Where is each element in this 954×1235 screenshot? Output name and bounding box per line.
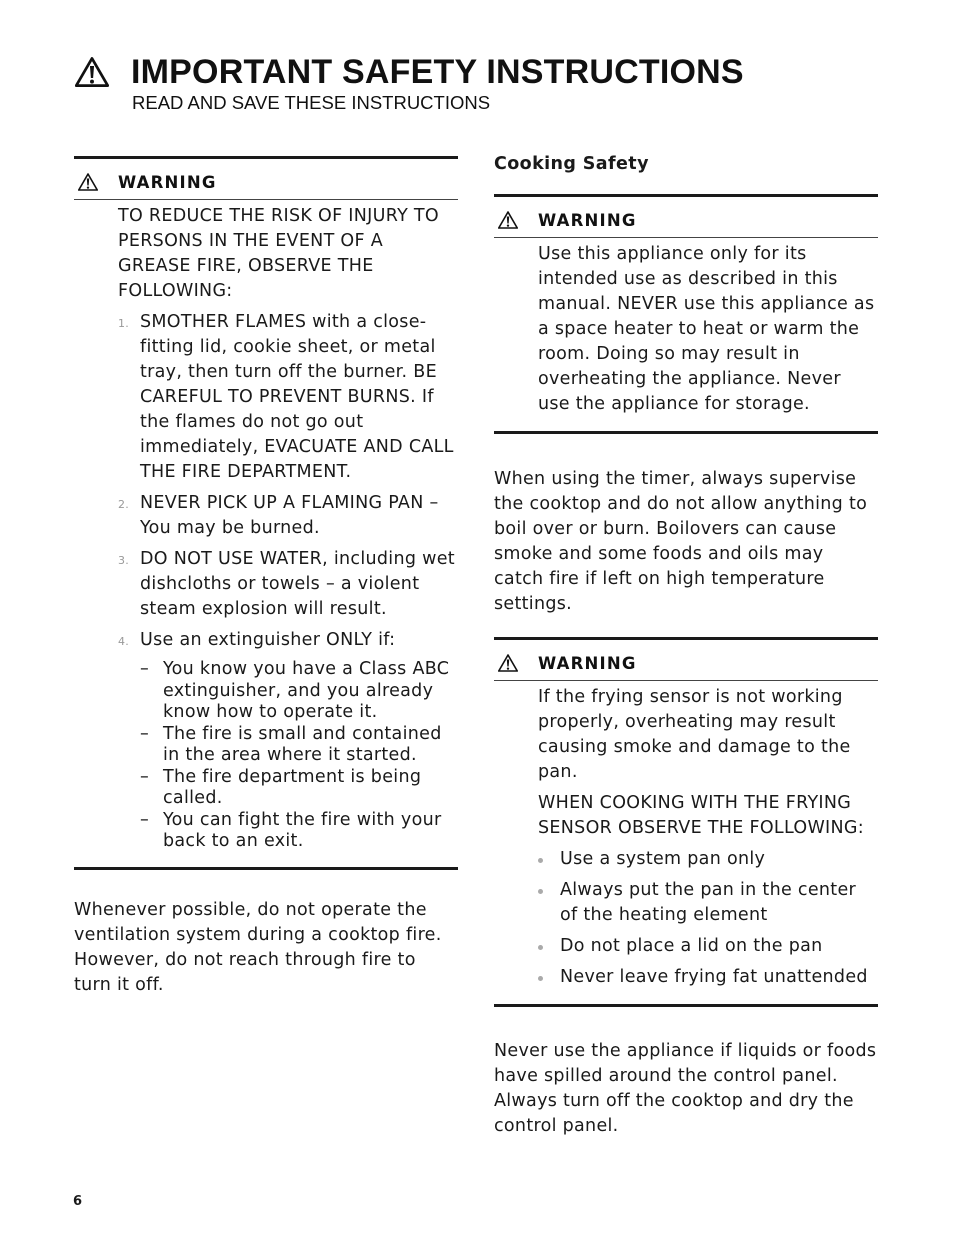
sub-item-text: You know you have a Class ABC extinguisher, and you already know how to operate it. <box>163 659 450 722</box>
sub-item-text: You can fight the fire with your back to an exit. <box>163 809 442 851</box>
page-header <box>75 52 744 114</box>
dash-marker: – <box>140 766 150 787</box>
list-item-text: Always put the pan in the center of the heating element <box>560 880 856 925</box>
list-number: 1. <box>118 317 130 330</box>
dash-marker: – <box>140 659 150 679</box>
list-item-text: DO NOT USE WATER, including wet dishcloths or towels – a violent steam explosion will result. <box>140 549 455 619</box>
bullet-dot <box>538 889 543 894</box>
list-item-text: Do not place a lid on the pan <box>560 936 823 956</box>
intended-use-warning-box <box>494 194 878 434</box>
sub-item-text: The fire department is being called. <box>163 766 422 808</box>
warning-body <box>494 681 878 1004</box>
list-item-text: Use an extinguisher ONLY if: <box>140 630 396 650</box>
list-item-text: SMOTHER FLAMES with a close-fitting lid, cookie sheet, or metal tray, then turn off the burner. BE CAREFUL TO PREVENT BURNS. If the flames do not go out immediately, EVACUATE AND CALL THE FIRE DEPARTMENT. <box>140 312 454 482</box>
dash-marker: – <box>140 809 150 830</box>
list-item <box>118 628 458 853</box>
warning-label: WARNING <box>538 210 637 230</box>
warning-body <box>494 238 878 431</box>
dash-marker: – <box>140 723 150 744</box>
warning-text: If the frying sensor is not working properly, overheating may result causing smoke and damage to the pan. <box>538 687 851 782</box>
control-panel-paragraph: Never use the appliance if liquids or foods have spilled around the control panel. Always turn off the cooktop and dry the control panel. <box>494 1041 877 1136</box>
timer-paragraph: When using the timer, always supervise the cooktop and do not allow anything to boil over or burn. Boilovers can cause smoke and some foods and oils may catch fire if left on high temperature settings. <box>494 469 868 614</box>
page-subtitle: READ AND SAVE THESE INSTRUCTIONS <box>132 92 491 113</box>
bullet-dot <box>538 858 543 863</box>
warning-label: WARNING <box>118 172 217 192</box>
sub-item-text: The fire is small and contained in the area where it started. <box>163 723 442 765</box>
list-number: 2. <box>118 498 130 511</box>
list-item <box>538 934 878 959</box>
sub-list-item <box>140 659 458 724</box>
grease-fire-steps <box>118 310 458 853</box>
list-item-text: Use a system pan only <box>560 849 766 869</box>
list-item-text: NEVER PICK UP A FLAMING PAN – You may be burned. <box>140 493 439 538</box>
sub-list-item <box>140 810 458 853</box>
warning-body <box>74 200 458 867</box>
list-item <box>538 878 878 928</box>
bullet-dot <box>538 976 543 981</box>
list-item <box>538 965 878 990</box>
section-title: Cooking Safety <box>494 154 649 174</box>
right-column <box>494 150 878 1139</box>
frying-sensor-rules <box>538 847 878 990</box>
list-number: 3. <box>118 554 130 567</box>
sub-list-item <box>140 767 458 810</box>
list-item <box>538 847 878 872</box>
list-item-text: Never leave frying fat unattended <box>560 967 868 987</box>
warning-intro: WHEN COOKING WITH THE FRYING SENSOR OBSERVE THE FOLLOWING: <box>538 793 864 838</box>
list-item <box>118 491 458 541</box>
frying-sensor-warning-box <box>494 637 878 1007</box>
warning-triangle-icon <box>75 56 109 88</box>
warning-triangle-icon <box>498 211 518 229</box>
title-row <box>75 52 744 92</box>
page-title: IMPORTANT SAFETY INSTRUCTIONS <box>131 53 744 91</box>
grease-fire-warning-box <box>74 156 458 870</box>
sub-list-item <box>140 724 458 767</box>
bullet-dot <box>538 945 543 950</box>
ventilation-paragraph: Whenever possible, do not operate the ventilation system during a cooktop fire. However, do not reach through fire to turn it off. <box>74 899 442 995</box>
warning-intro: TO REDUCE THE RISK OF INJURY TO PERSONS IN THE EVENT OF A GREASE FIRE, OBSERVE THE FOLLOWING: <box>118 206 439 301</box>
extinguisher-conditions <box>140 659 458 853</box>
list-item <box>118 547 458 622</box>
warning-triangle-icon <box>498 654 518 672</box>
page-number: 6 <box>73 1194 83 1209</box>
warning-triangle-icon <box>78 173 98 191</box>
warning-text: Use this appliance only for its intended use as described in this manual. NEVER use this appliance as a space heater to heat or warm the room. Doing so may result in overheating the appliance. Never use the appliance for storage. <box>538 244 875 414</box>
warning-header <box>494 203 878 238</box>
warning-header <box>494 646 878 681</box>
list-item <box>118 310 458 485</box>
left-column <box>74 150 458 998</box>
list-number: 4. <box>118 635 130 648</box>
warning-label: WARNING <box>538 653 637 673</box>
warning-header <box>74 165 458 200</box>
